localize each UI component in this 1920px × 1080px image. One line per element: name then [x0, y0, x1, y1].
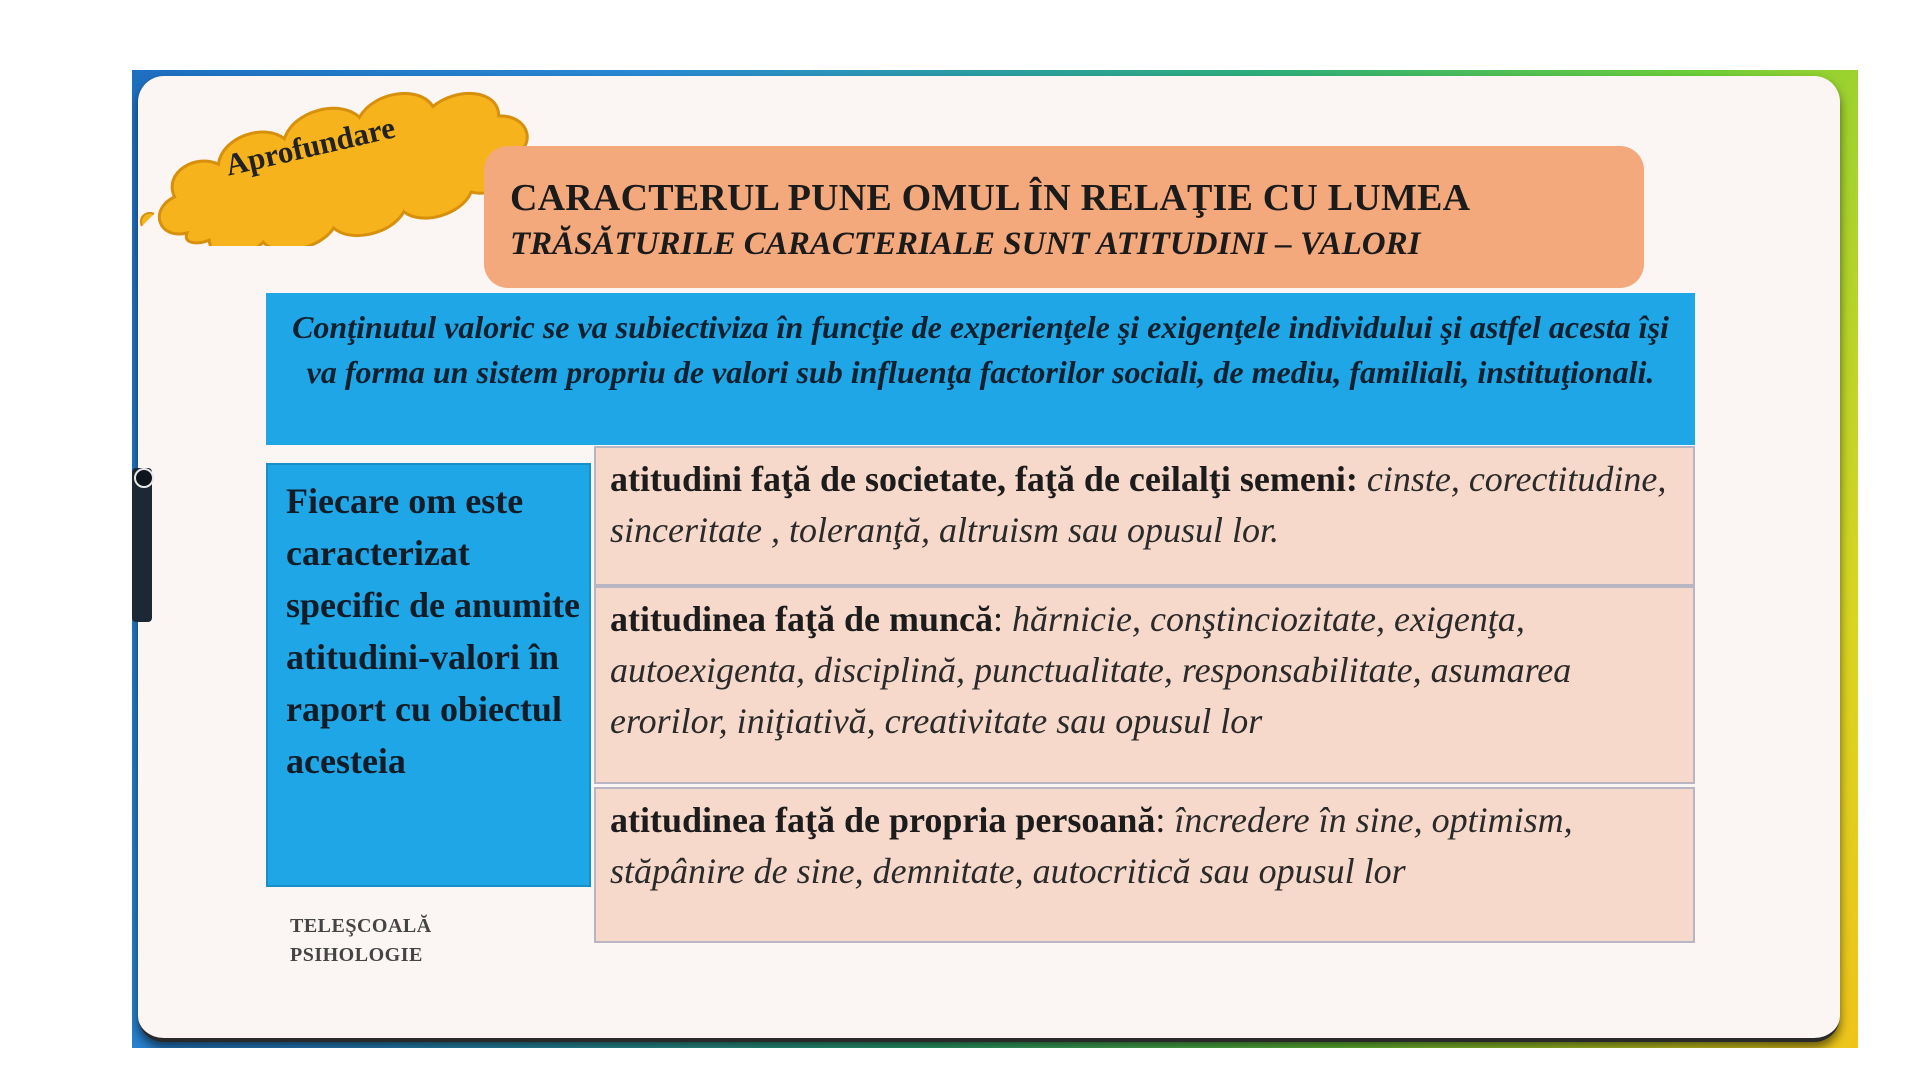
content-banner [266, 293, 1695, 445]
logo-line-2: PSIHOLOGIE [290, 944, 423, 966]
row-values: încredere în sine, optimism, stăpânire de sine, demnitate, autocritică sau opusul lor [610, 800, 1573, 891]
attitude-row-work [594, 586, 1695, 784]
side-toolbar-dot-icon[interactable] [134, 468, 154, 488]
logo-line-1: TELEŞCOALĂ [290, 915, 432, 937]
attitude-row-society [594, 446, 1695, 586]
row-values: hărnicie, conştinciozitate, exigenţa, autoexigenta, disciplină, punctualitate, responsabilitate, asumarea erorilor, iniţiativă, creativitate sau opusul lor [610, 599, 1572, 741]
left-summary-text: Fiecare om este caracterizat specific de anumite atitudini-valori în raport cu obiectul acesteia [286, 481, 580, 781]
side-toolbar-handle[interactable] [132, 468, 152, 622]
banner-text: Conţinutul valoric se va subiectiviza în funcţie de experienţele şi exigenţele individului şi astfel acesta îşi va forma un sistem propriu de valori sub influenţa factorilor sociali, de mediu, familiali, instituţionali. [292, 309, 1669, 390]
row-separator: : [1155, 800, 1175, 840]
aprofundare-label: Aprofundare [221, 109, 399, 183]
row-heading: atitudinea faţă de propria persoană [610, 800, 1156, 840]
telescoala-logo [290, 912, 470, 970]
left-summary-cell [266, 463, 591, 887]
row-separator: : [993, 599, 1013, 639]
row-heading: atitudini faţă de societate, faţă de ceilalţi semeni: [610, 459, 1358, 499]
slide-title: CARACTERUL PUNE OMUL ÎN RELAŢIE CU LUMEA [510, 177, 1471, 219]
slide-subtitle: TRĂSĂTURILE CARACTERIALE SUNT ATITUDINI – VALORI [510, 226, 1421, 262]
row-heading: atitudinea faţă de muncă [610, 599, 994, 639]
attitude-row-self [594, 787, 1695, 943]
row-values: cinste, corectitudine, sinceritate , toleranţă, altruism sau opusul lor. [610, 459, 1667, 550]
title-box [484, 146, 1644, 288]
